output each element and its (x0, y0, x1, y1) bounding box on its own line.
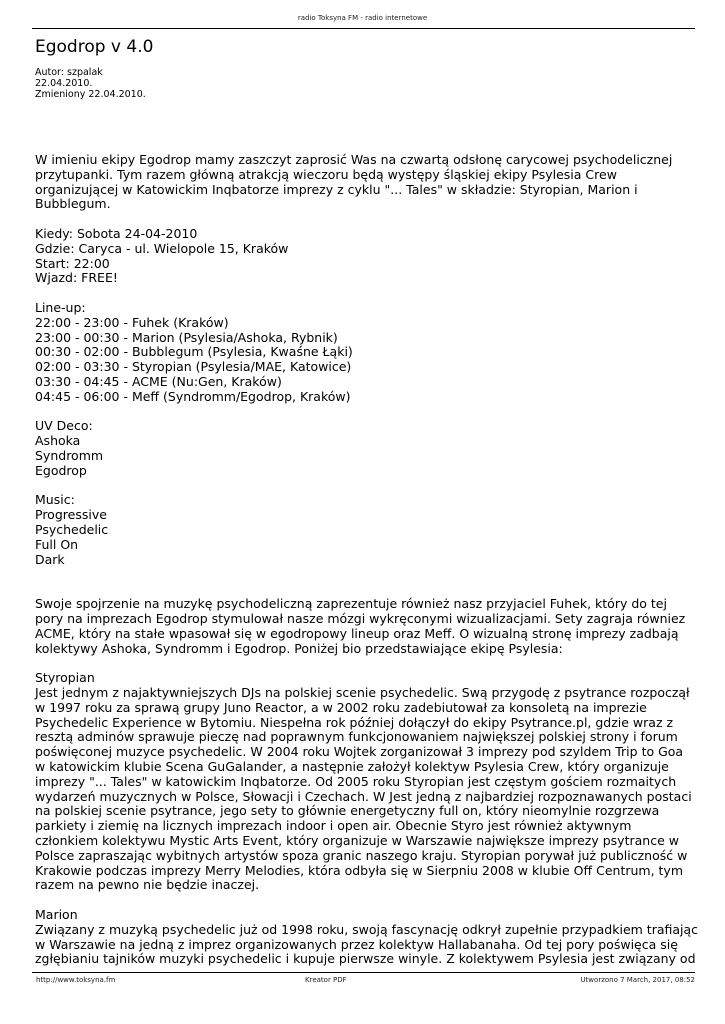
author-line: Autor: szpalak (35, 67, 103, 78)
styropian-bio-line: parkiety i ziemię na licznych imprezach indoor i open air. Obecnie Styro jest również aktywnym (35, 818, 632, 834)
music-genre: Psychedelic (35, 521, 109, 537)
footer-created-date: Utworzono 7 March, 2017, 08:52 (580, 976, 695, 984)
created-date: 22.04.2010. (35, 78, 93, 89)
footer-generator: Kreator PDF (305, 976, 347, 984)
styropian-bio-line: w katowickim klubie Scena GuGalander, a następnie założył kolektyw Psylesia Crew, który organizuje (35, 759, 669, 775)
lineup-slot: 22:00 - 23:00 - Fuhek (Kraków) (35, 314, 229, 330)
styropian-bio-line: Jest jednym z najaktywniejszych DJs na polskiej scenie psychedelic. Swą przygodę z psytrance rozpoczął (35, 685, 690, 701)
top-divider (32, 28, 695, 29)
lineup-slot: 03:30 - 04:45 - ACME (Nu:Gen, Kraków) (35, 373, 282, 389)
music-genre: Dark (35, 551, 65, 567)
lineup-slot: 00:30 - 02:00 - Bubblegum (Psylesia, Kwaśne Łąki) (35, 344, 353, 360)
event-venue: Gdzie: Caryca - ul. Wielopole 15, Kraków (35, 240, 289, 256)
marion-bio-line: w Warszawie na jedną z imprez organizowanych przez kolektyw Hallabanaha. Od tej pory poświęca się (35, 936, 678, 952)
lineup-slot: 23:00 - 00:30 - Marion (Psylesia/Ashoka, Rybnik) (35, 329, 338, 345)
event-start: Start: 22:00 (35, 255, 110, 271)
styropian-bio-line: wydarzeń muzycznych w Polsce, Słowacji i Czechach. W Jest jedną z najbardziej rozpoznawanych postaci (35, 788, 692, 804)
styropian-bio-line: w 1997 roku za sprawą grupy Juno Reactor, a w 2002 roku zadebiutował za konsoletą na imprezie (35, 699, 647, 715)
styropian-bio-line: Psychedelic Experience w Bytomiu. Niespełna rok później dołączył do ekipy Psytrance.pl, gdzie wraz z (35, 714, 674, 730)
intro-line: organizującej w Katowickim Inqbatorze imprezy z cyklu "... Tales" w składzie: Styropian, Marion i (35, 181, 638, 197)
event-entry: Wjazd: FREE! (35, 270, 118, 286)
lineup-heading: Line-up: (35, 299, 86, 315)
styropian-bio-line: na polskiej scenie psytrance, jego sety to głównie energetyczny full on, który nieomylnie rozgrzewa (35, 803, 660, 819)
lineup-slot: 04:45 - 06:00 - Meff (Syndromm/Egodrop, Kraków) (35, 388, 351, 404)
article-body (35, 152, 699, 967)
music-genre: Full On (35, 536, 79, 552)
styropian-heading: Styropian (35, 670, 95, 686)
intro-line: przytupanki. Tym razem główną atrakcją wieczoru będą występy śląskiej ekipy Psylesia Crew (35, 166, 617, 182)
article-meta (35, 67, 146, 100)
uvdeco-heading: UV Deco: (35, 418, 93, 434)
marion-bio-line: zgłębianiu tajników muzyki psychedelic i kupuje pierwsze winyle. Z kolektywem Psylesia jest związany od (35, 951, 696, 967)
styropian-bio-line: razem na pewno nie będzie inaczej. (35, 877, 260, 893)
footer-url: http://www.toksyna.fm (36, 976, 116, 984)
styropian-bio-line: Krakowie podczas imprezy Merry Melodies, która odbyła się w Sierpniu 2008 w klubie Off Centrum, tym (35, 862, 684, 878)
bio-intro-line: kolektywy Ashoka, Syndromm i Egodrop. Poniżej bio przedstawiające ekipę Psylesia: (35, 640, 563, 656)
modified-date: Zmieniony 22.04.2010. (35, 89, 146, 100)
styropian-bio-line: resztą adminów sprawuje pieczę nad poprawnym funkcjonowaniem największej polskiej strony i forum (35, 729, 678, 745)
marion-heading: Marion (35, 907, 78, 923)
bottom-divider (32, 972, 695, 973)
styropian-bio-line: poświęconej muzyce psychedelic. W 2004 roku Wojtek zorganizował 3 imprezy pod szyldem Trip to Goa (35, 744, 684, 760)
bio-intro-line: Swoje spojrzenie na muzykę psychodeliczną zaprezentuje również nasz przyjaciel Fuhek, który do tej (35, 596, 667, 612)
lineup-slot: 02:00 - 03:30 - Styropian (Psylesia/MAE, Katowice) (35, 359, 352, 375)
uvdeco-item: Syndromm (35, 447, 104, 463)
intro-line: Bubblegum. (35, 196, 111, 212)
music-genre: Progressive (35, 507, 107, 523)
marion-bio-line: Związany z muzyką psychedelic już od 1998 roku, swoją fascynację odkrył zupełnie przypadkiem trafiając (35, 921, 699, 937)
styropian-bio-line: członkiem kolektywu Mystic Arts Event, który organizuje w Warszawie największe imprezy psytrance w (35, 833, 679, 849)
styropian-bio-line: imprezy "... Tales" w katowickim Inqbatorze. Od 2005 roku Styropian jest częstym gościem rozmaitych (35, 773, 677, 789)
bio-intro-line: pory na imprezach Egodrop stymulował nasze mózgi wykręconymi wizualizacjami. Sety zagraja równiez (35, 611, 686, 627)
uvdeco-item: Ashoka (35, 433, 81, 449)
music-heading: Music: (35, 492, 75, 508)
page-header: radio Toksyna FM - radio internetowe (297, 14, 428, 22)
bio-intro-line: ACME, który na stałe wpasował się w egodropowy lineup oraz Meff. O wizualną stronę imprezy zadbają (35, 625, 679, 641)
styropian-bio-line: Polsce zapraszając wybitnych artystów spoza granic naszego kraju. Styropian porywał już publiczność w (35, 847, 688, 863)
intro-line: W imieniu ekipy Egodrop mamy zaszczyt zaprosić Was na czwartą odsłonę carycowej psychodelicznej (35, 152, 673, 167)
event-date: Kiedy: Sobota 24-04-2010 (35, 225, 198, 241)
uvdeco-item: Egodrop (35, 462, 87, 478)
article-title: Egodrop v 4.0 (35, 37, 154, 57)
